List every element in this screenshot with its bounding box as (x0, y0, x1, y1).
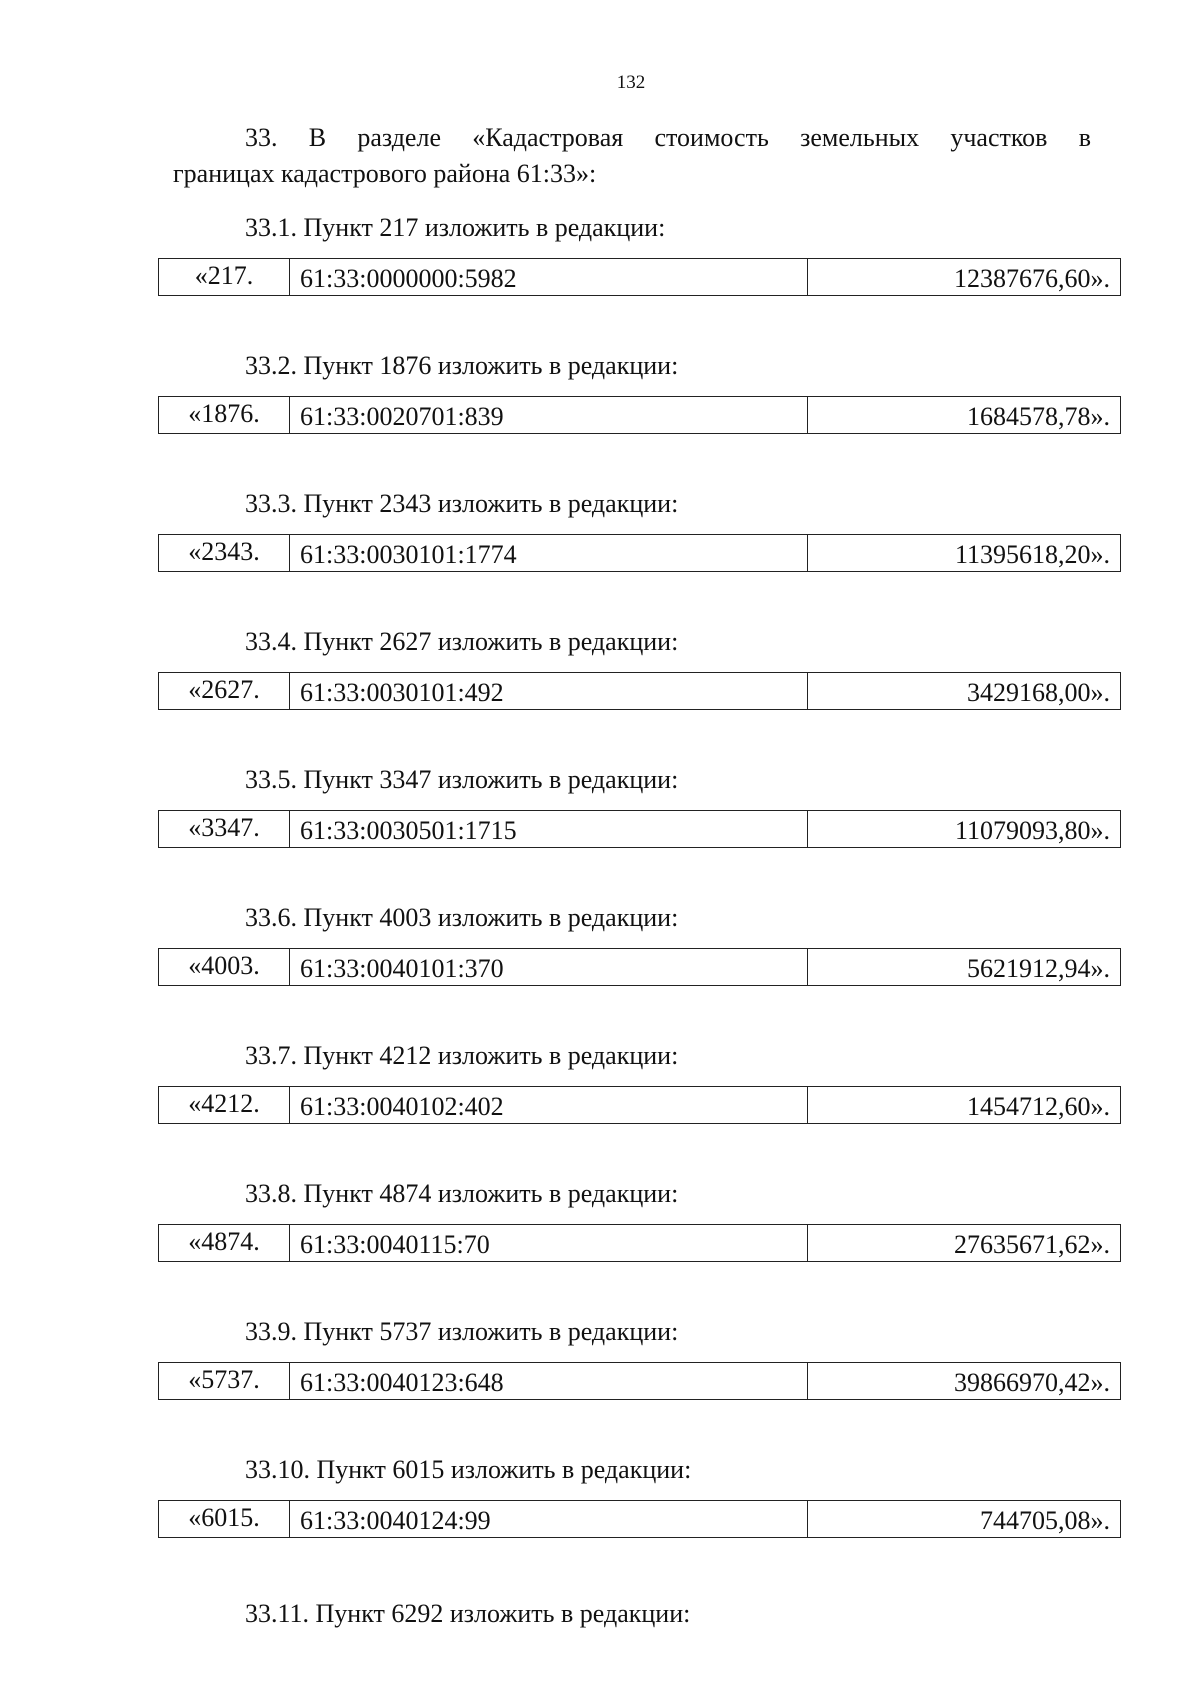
cadastral-number-cell: 61:33:0030501:1715 (290, 811, 808, 847)
cadastral-value-cell: 39866970,42». (954, 1368, 1110, 1397)
cadastral-number-cell: 61:33:0040102:402 (290, 1087, 808, 1123)
item-heading: 33.10. Пункт 6015 изложить в редакции: (245, 1455, 692, 1484)
cadastral-value-cell: 11079093,80». (954, 816, 1110, 845)
item-number-cell: «4003. (159, 949, 290, 985)
page-number: 132 (616, 72, 646, 93)
item-number-cell: «2343. (159, 535, 290, 571)
cadastral-value-row (158, 1500, 1121, 1538)
item-number-cell: «6015. (159, 1501, 290, 1537)
cadastral-number-cell: 61:33:0030101:1774 (290, 535, 808, 571)
cadastral-number-cell: 61:33:0030101:492 (290, 673, 808, 709)
item-number-cell: «1876. (159, 397, 290, 433)
item-heading: 33.11. Пункт 6292 изложить в редакции: (245, 1599, 691, 1628)
cadastral-value-cell: 27635671,62». (954, 1230, 1110, 1259)
cadastral-number-cell: 61:33:0040124:99 (290, 1501, 808, 1537)
cadastral-number-cell: 61:33:0040101:370 (290, 949, 808, 985)
section-intro (173, 120, 1091, 192)
cadastral-value-cell: 744705,08». (980, 1506, 1110, 1535)
cadastral-value-row (158, 396, 1121, 434)
item-heading: 33.1. Пункт 217 изложить в редакции: (245, 213, 666, 242)
cadastral-number-cell: 61:33:0020701:839 (290, 397, 808, 433)
cadastral-value-cell: 11395618,20». (954, 540, 1110, 569)
cadastral-number-cell: 61:33:0040115:70 (290, 1225, 808, 1261)
item-number-cell: «4212. (159, 1087, 290, 1123)
item-heading: 33.4. Пункт 2627 изложить в редакции: (245, 627, 679, 656)
item-heading: 33.9. Пункт 5737 изложить в редакции: (245, 1317, 679, 1346)
cadastral-value-cell: 12387676,60». (954, 264, 1110, 293)
item-number-cell: «5737. (159, 1363, 290, 1399)
item-number-cell: «4874. (159, 1225, 290, 1261)
cadastral-value-cell: 1684578,78». (967, 402, 1110, 431)
item-heading: 33.8. Пункт 4874 изложить в редакции: (245, 1179, 679, 1208)
cadastral-value-row (158, 1362, 1121, 1400)
item-number-cell: «217. (159, 259, 290, 295)
cadastral-value-row (158, 672, 1121, 710)
cadastral-value-cell: 1454712,60». (967, 1092, 1110, 1121)
item-number-cell: «2627. (159, 673, 290, 709)
cadastral-value-row (158, 1224, 1121, 1262)
item-heading: 33.7. Пункт 4212 изложить в редакции: (245, 1041, 679, 1070)
cadastral-value-row (158, 1086, 1121, 1124)
cadastral-value-cell: 5621912,94». (967, 954, 1110, 983)
item-heading: 33.6. Пункт 4003 изложить в редакции: (245, 903, 679, 932)
item-number-cell: «3347. (159, 811, 290, 847)
cadastral-value-row (158, 810, 1121, 848)
cadastral-number-cell: 61:33:0040123:648 (290, 1363, 808, 1399)
intro-line-2: границах кадастрового района 61:33»: (173, 159, 597, 188)
cadastral-value-row (158, 948, 1121, 986)
cadastral-value-cell: 3429168,00». (967, 678, 1110, 707)
cadastral-value-row (158, 258, 1121, 296)
item-heading: 33.3. Пункт 2343 изложить в редакции: (245, 489, 679, 518)
cadastral-value-row (158, 534, 1121, 572)
intro-line-1: 33. В разделе «Кадастровая стоимость земельных участков в (245, 123, 1091, 152)
item-heading: 33.5. Пункт 3347 изложить в редакции: (245, 765, 679, 794)
cadastral-number-cell: 61:33:0000000:5982 (290, 259, 808, 295)
item-heading: 33.2. Пункт 1876 изложить в редакции: (245, 351, 679, 380)
